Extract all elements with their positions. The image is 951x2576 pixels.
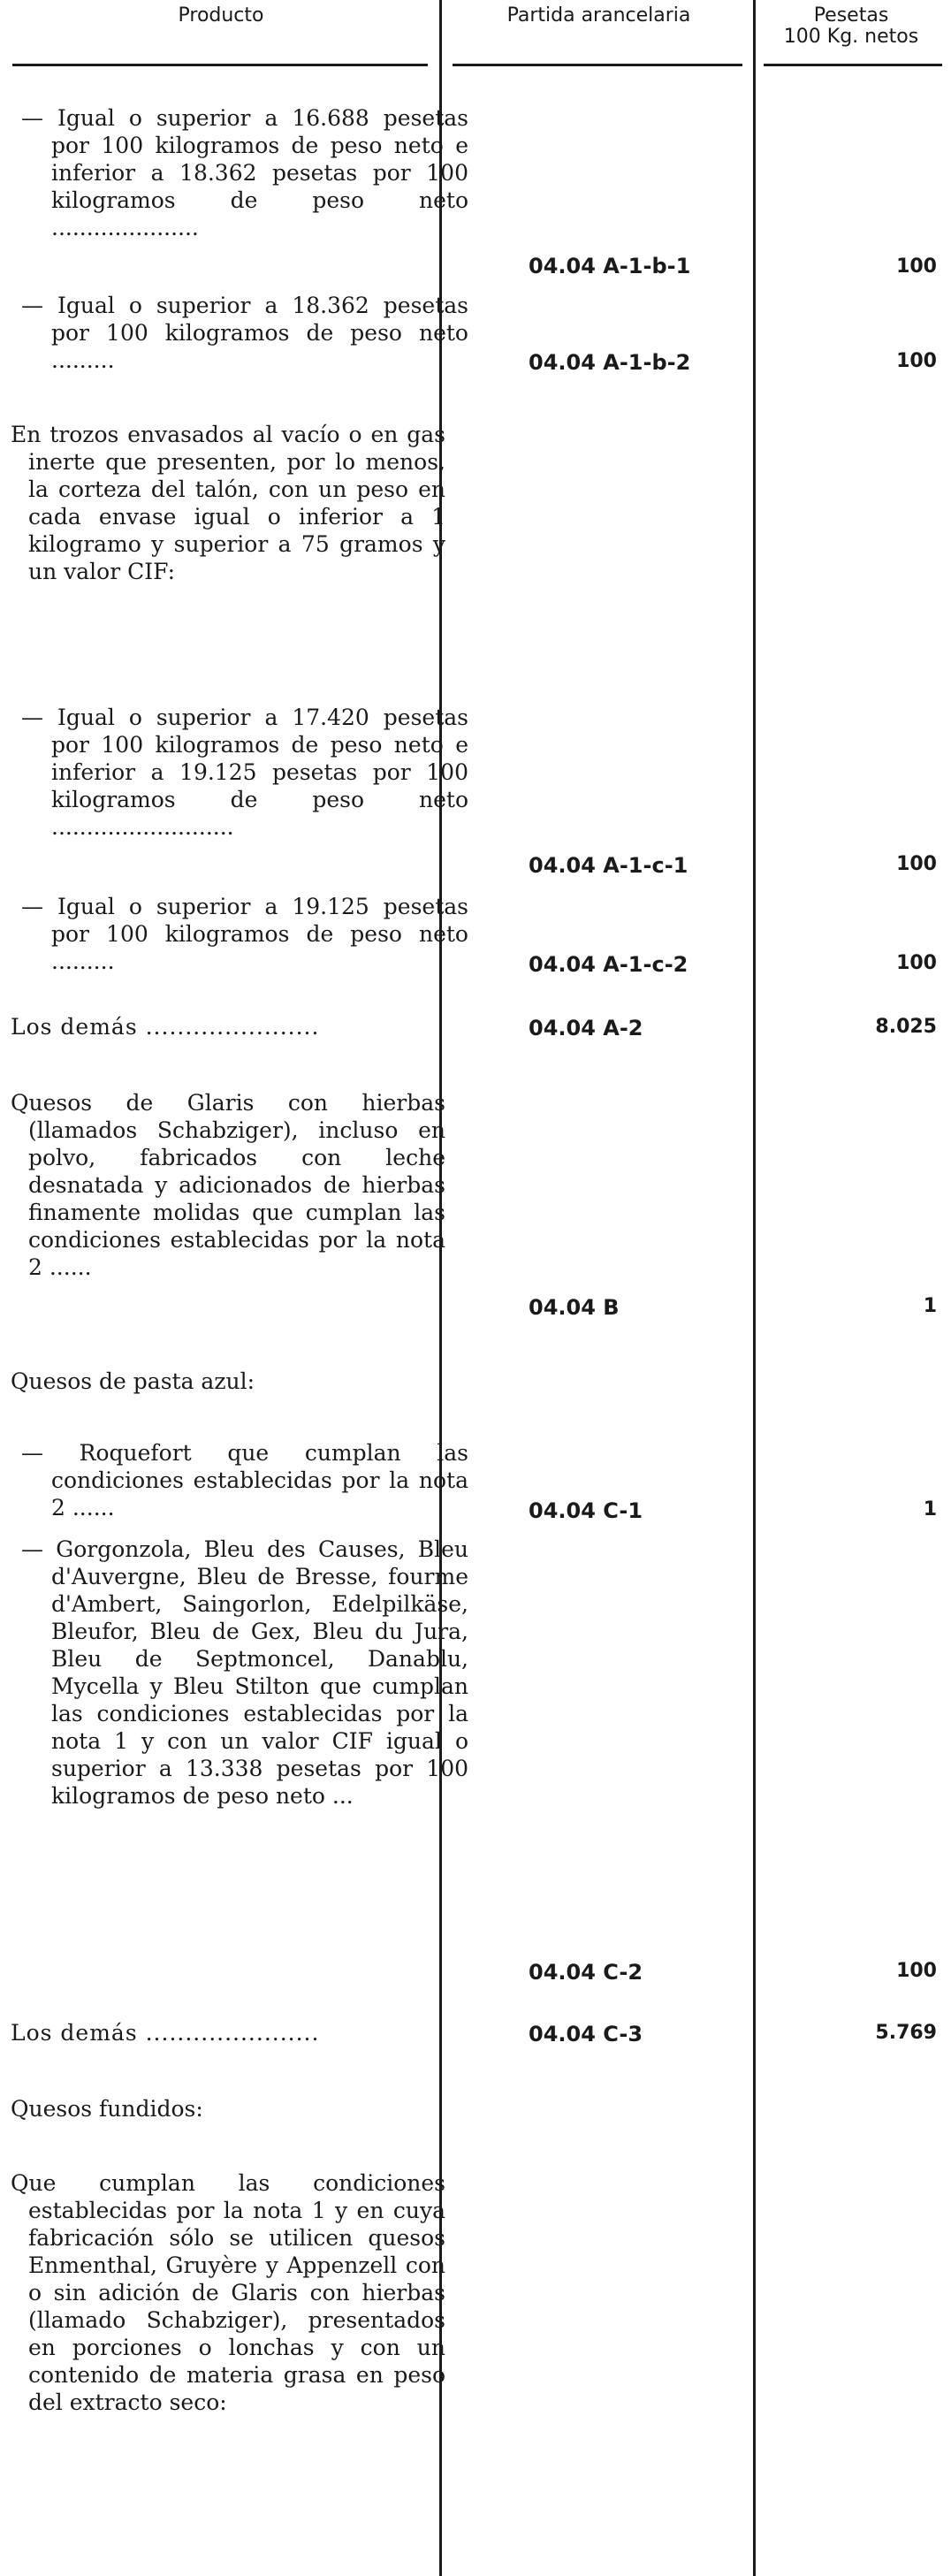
product-entry: — Gorgonzola, Bleu des Causes, Bleu d'Auvergne, Bleu de Bresse, fourme d'Ambert, Saingorlon, Edelpilkäse, Bleufor, Bleu de Gex, Bleu du Jura, Bleu de Septmoncel, Danablu, Mycella y Bleu Stilton que cumplan las condiciones establecidas por la nota 1 y con un valor CIF igual o superior a 13.338 pesetas por 100 kilogramos de peso neto ... bbox=[21, 1536, 468, 1809]
product-entry: — Igual o superior a 19.125 pesetas por 100 kilogramos de peso neto ......... bbox=[21, 894, 468, 974]
pesetas-value: 5.769 bbox=[875, 2022, 937, 2044]
tariff-code: 04.04 A-1-c-2 bbox=[529, 952, 689, 977]
tariff-code: 04.04 A-1-c-1 bbox=[529, 853, 689, 878]
tariff-code: 04.04 A-1-b-2 bbox=[529, 350, 691, 375]
header-producto: Producto bbox=[178, 4, 264, 27]
tariff-code: 04.04 C-3 bbox=[529, 2022, 643, 2046]
tariff-code: 04.04 A-1-b-1 bbox=[529, 254, 691, 278]
category-heading: Que cumplan las condiciones establecidas por la nota 1 y en cuya fabricación sólo se utilicen quesos Enmenthal, Gruyère y Appenzell con o sin adición de Glaris con hierbas (llamado Schabziger), presentados en porciones o lonchas y con un contenido de materia grasa en peso del extracto seco: bbox=[11, 2170, 445, 2415]
tariff-code: 04.04 C-2 bbox=[529, 1960, 643, 1985]
category-heading: En trozos envasados al vacío o en gas inerte que presenten, por lo menos, la corteza del talón, con un peso en cada envase igual o inferior a 1 kilogramo y superior a 75 gramos y un valor CIF: bbox=[11, 422, 445, 584]
tariff-code: 04.04 A-2 bbox=[529, 1016, 643, 1040]
pesetas-value: 8.025 bbox=[875, 1016, 937, 1038]
product-entry: — Igual o superior a 18.362 pesetas por 100 kilogramos de peso neto ......... bbox=[21, 293, 468, 373]
product-entry: — Igual o superior a 16.688 pesetas por 100 kilogramos de peso neto e inferior a 18.362 pesetas por 100 kilogramos de peso neto ..................... bbox=[21, 105, 468, 240]
product-entry: — Roquefort que cumplan las condiciones establecidas por la nota 2 ...... bbox=[21, 1440, 468, 1520]
column-divider-right bbox=[753, 0, 756, 2576]
header-100kg-netos: 100 Kg. netos bbox=[783, 26, 919, 48]
pesetas-value: 1 bbox=[923, 1498, 937, 1520]
header-rule-partida bbox=[453, 64, 742, 66]
product-entry: Los demás ...................... bbox=[11, 2020, 320, 2046]
tariff-code: 04.04 C-1 bbox=[529, 1498, 643, 1523]
tariff-code: 04.04 B bbox=[529, 1295, 620, 1320]
product-entry: — Igual o superior a 17.420 pesetas por 100 kilogramos de peso neto e inferior a 19.125 pesetas por 100 kilogramos de peso neto .......................... bbox=[21, 705, 468, 840]
pesetas-value: 1 bbox=[923, 1295, 937, 1317]
header-rule-product bbox=[12, 64, 428, 66]
header-pesetas: Pesetas bbox=[813, 4, 889, 27]
pesetas-value: 100 bbox=[896, 952, 937, 974]
category-heading: Quesos fundidos: bbox=[11, 2096, 203, 2122]
category-heading: Quesos de pasta azul: bbox=[11, 1368, 255, 1394]
pesetas-value: 100 bbox=[896, 853, 937, 875]
pesetas-value: 100 bbox=[896, 350, 937, 372]
header-rule-pesetas bbox=[764, 64, 942, 66]
product-entry: Los demás ...................... bbox=[11, 1014, 320, 1040]
header-partida-arancelaria: Partida arancelaria bbox=[506, 4, 691, 27]
pesetas-value: 100 bbox=[896, 1960, 937, 1982]
product-entry: Quesos de Glaris con hierbas (llamados Schabziger), incluso en polvo, fabricados con leche desnatada y adicionados de hierbas finamente molidas que cumplan las condiciones establecidas por la nota 2 ...... bbox=[11, 1090, 445, 1280]
pesetas-value: 100 bbox=[896, 255, 937, 278]
